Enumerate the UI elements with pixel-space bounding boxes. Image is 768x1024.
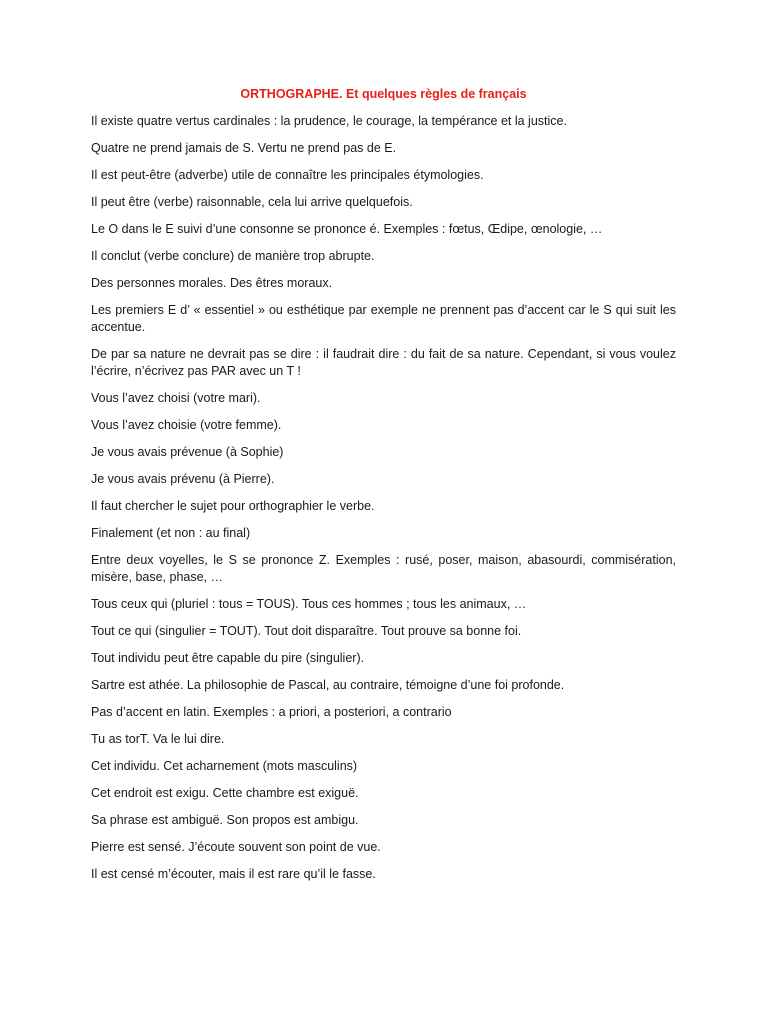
paragraph: De par sa nature ne devrait pas se dire : il faudrait dire : du fait de sa nature. Cependant, si vous voulez l’écrire, n’écrivez pas PAR avec un T ! — [91, 347, 676, 378]
paragraph: Pas d’accent en latin. Exemples : a priori, a posteriori, a contrario — [91, 705, 452, 719]
paragraph: Quatre ne prend jamais de S. Vertu ne prend pas de E. — [91, 141, 397, 155]
paragraph: Il existe quatre vertus cardinales : la prudence, le courage, la tempérance et la justice. — [91, 114, 567, 128]
paragraph: Des personnes morales. Des êtres moraux. — [91, 276, 333, 290]
document-page — [91, 86, 676, 893]
paragraph: Vous l’avez choisie (votre femme). — [91, 418, 282, 432]
paragraph: Il est peut-être (adverbe) utile de connaître les principales étymologies. — [91, 168, 484, 182]
paragraph: Sa phrase est ambiguë. Son propos est ambigu. — [91, 813, 359, 827]
paragraph: Il peut être (verbe) raisonnable, cela lui arrive quelquefois. — [91, 195, 413, 209]
document-title: ORTHOGRAPHE. Et quelques règles de français — [240, 87, 527, 101]
paragraph: Les premiers E d’ « essentiel » ou esthétique par exemple ne prennent pas d’accent car le S qui suit les accentue. — [91, 303, 676, 334]
paragraph: Tous ceux qui (pluriel : tous = TOUS). Tous ces hommes ; tous les animaux, … — [91, 597, 527, 611]
paragraph: Je vous avais prévenue (à Sophie) — [91, 445, 284, 459]
paragraph: Il faut chercher le sujet pour orthographier le verbe. — [91, 499, 375, 513]
paragraph: Vous l’avez choisi (votre mari). — [91, 391, 261, 405]
paragraph: Finalement (et non : au final) — [91, 526, 251, 540]
paragraph: Tu as torT. Va le lui dire. — [91, 732, 225, 746]
paragraph: Il est censé m’écouter, mais il est rare qu’il le fasse. — [91, 867, 376, 881]
paragraph: Sartre est athée. La philosophie de Pascal, au contraire, témoigne d’une foi profonde. — [91, 678, 565, 692]
paragraph: Tout ce qui (singulier = TOUT). Tout doit disparaître. Tout prouve sa bonne foi. — [91, 624, 522, 638]
paragraph: Il conclut (verbe conclure) de manière trop abrupte. — [91, 249, 375, 263]
paragraph: Le O dans le E suivi d’une consonne se prononce é. Exemples : fœtus, Œdipe, œnologie, … — [91, 222, 603, 236]
paragraph: Cet endroit est exigu. Cette chambre est exiguë. — [91, 786, 359, 800]
paragraph: Pierre est sensé. J’écoute souvent son point de vue. — [91, 840, 381, 854]
paragraph: Cet individu. Cet acharnement (mots masculins) — [91, 759, 358, 773]
paragraph: Je vous avais prévenu (à Pierre). — [91, 472, 275, 486]
paragraph: Tout individu peut être capable du pire (singulier). — [91, 651, 365, 665]
paragraph: Entre deux voyelles, le S se prononce Z. Exemples : rusé, poser, maison, abasourdi, commisération, misère, base, phase, … — [91, 553, 676, 584]
